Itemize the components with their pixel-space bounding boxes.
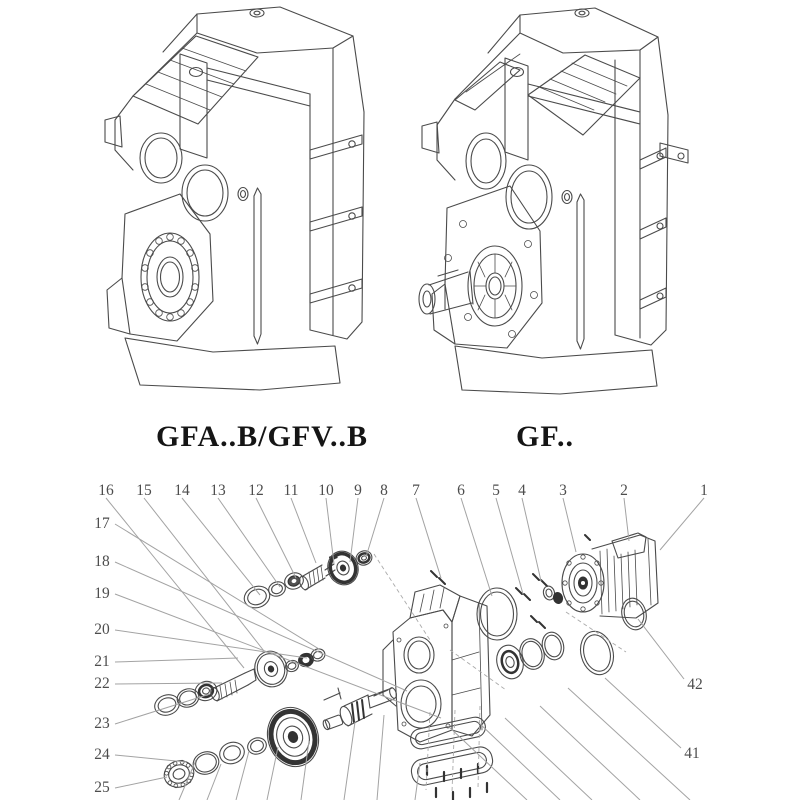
- leader-line-5: [496, 498, 523, 594]
- pan-bolts: [427, 764, 487, 800]
- callout-number-4: 4: [518, 482, 526, 499]
- callout-number-12: 12: [248, 482, 264, 499]
- assembly-axis-dashed-line: [374, 554, 430, 640]
- callout-number-2: 2: [620, 482, 628, 499]
- leader-line-14: [182, 498, 260, 595]
- leader-line-1: [660, 498, 704, 550]
- callout-number-17: 17: [94, 515, 110, 532]
- cutoff-leader-line: [478, 722, 560, 800]
- assembly-axis-dashed-line: [450, 650, 506, 690]
- leader-line-23: [115, 694, 210, 724]
- exploded-view: [152, 533, 658, 800]
- callout-number-24: 24: [94, 746, 110, 763]
- leader-line-6: [461, 498, 492, 596]
- callout-number-3: 3: [559, 482, 567, 499]
- cutoff-leader-line: [505, 718, 592, 800]
- leader-line-25: [115, 777, 167, 788]
- leader-line-12: [256, 498, 296, 578]
- motor-side-rings: [493, 585, 650, 682]
- leader-line-24: [115, 755, 186, 762]
- leader-line-9: [350, 498, 358, 562]
- cutoff-leader-line: [344, 722, 355, 800]
- callout-number-7: 7: [412, 482, 420, 499]
- callout-number-6: 6: [457, 482, 465, 499]
- leader-line-21: [115, 658, 238, 662]
- leader-line-4: [522, 498, 541, 581]
- right-figure-label: GF..: [516, 420, 574, 453]
- callout-number-5: 5: [492, 482, 500, 499]
- callout-number-23: 23: [94, 715, 110, 732]
- leader-line-17: [115, 524, 319, 649]
- callout-number-18: 18: [94, 553, 110, 570]
- callout-number-10: 10: [318, 482, 334, 499]
- callout-number-25: 25: [94, 779, 110, 796]
- leader-line-41: [605, 678, 681, 748]
- cutoff-leader-line: [540, 706, 640, 800]
- leader-line-19: [115, 594, 441, 718]
- flange-gasket-ring: [477, 588, 517, 640]
- callout-number-14: 14: [174, 482, 190, 499]
- bearing-balls: [142, 234, 199, 321]
- left-figure-label: GFA..B/GFV..B: [156, 420, 368, 453]
- callout-number-1: 1: [700, 482, 708, 499]
- leader-line-13: [218, 498, 280, 587]
- leader-line-11: [291, 498, 316, 563]
- assembly-axis-dashed-line: [566, 612, 626, 652]
- assembly-axis-dashed-line: [426, 712, 430, 790]
- cutoff-leader-line: [377, 715, 384, 800]
- leader-line-18: [115, 562, 407, 691]
- leader-line-8: [366, 498, 384, 557]
- output-shaft-assembly: [160, 687, 397, 792]
- leader-line-42: [638, 619, 684, 679]
- callout-number-41: 41: [684, 745, 700, 762]
- callout-number-13: 13: [210, 482, 226, 499]
- cutoff-leader-line: [267, 747, 278, 800]
- cutoff-leader-line: [568, 688, 690, 800]
- callout-number-42: 42: [687, 676, 703, 693]
- leader-line-10: [326, 498, 334, 564]
- cutoff-leader-line: [301, 741, 309, 800]
- callout-number-21: 21: [94, 653, 110, 670]
- callout-number-16: 16: [98, 482, 114, 499]
- leader-line-3: [563, 498, 576, 552]
- gf-reducer-drawing: [419, 8, 688, 394]
- callout-number-15: 15: [136, 482, 152, 499]
- callout-number-22: 22: [94, 675, 110, 692]
- callout-number-8: 8: [380, 482, 388, 499]
- callout-number-19: 19: [94, 585, 110, 602]
- cutoff-leader-line: [179, 760, 196, 800]
- intermediate-shaft-assembly: [152, 647, 326, 718]
- leader-line-7: [416, 498, 441, 578]
- callout-number-20: 20: [94, 621, 110, 638]
- leader-line-16: [106, 498, 244, 668]
- gear-housing: [383, 585, 490, 742]
- callout-number-9: 9: [354, 482, 362, 499]
- cutoff-leader-line: [207, 764, 221, 800]
- gfab-reducer-drawing: [105, 7, 364, 390]
- input-shaft-assembly: [241, 547, 374, 611]
- leader-line-2: [624, 498, 629, 541]
- callout-number-11: 11: [283, 482, 299, 499]
